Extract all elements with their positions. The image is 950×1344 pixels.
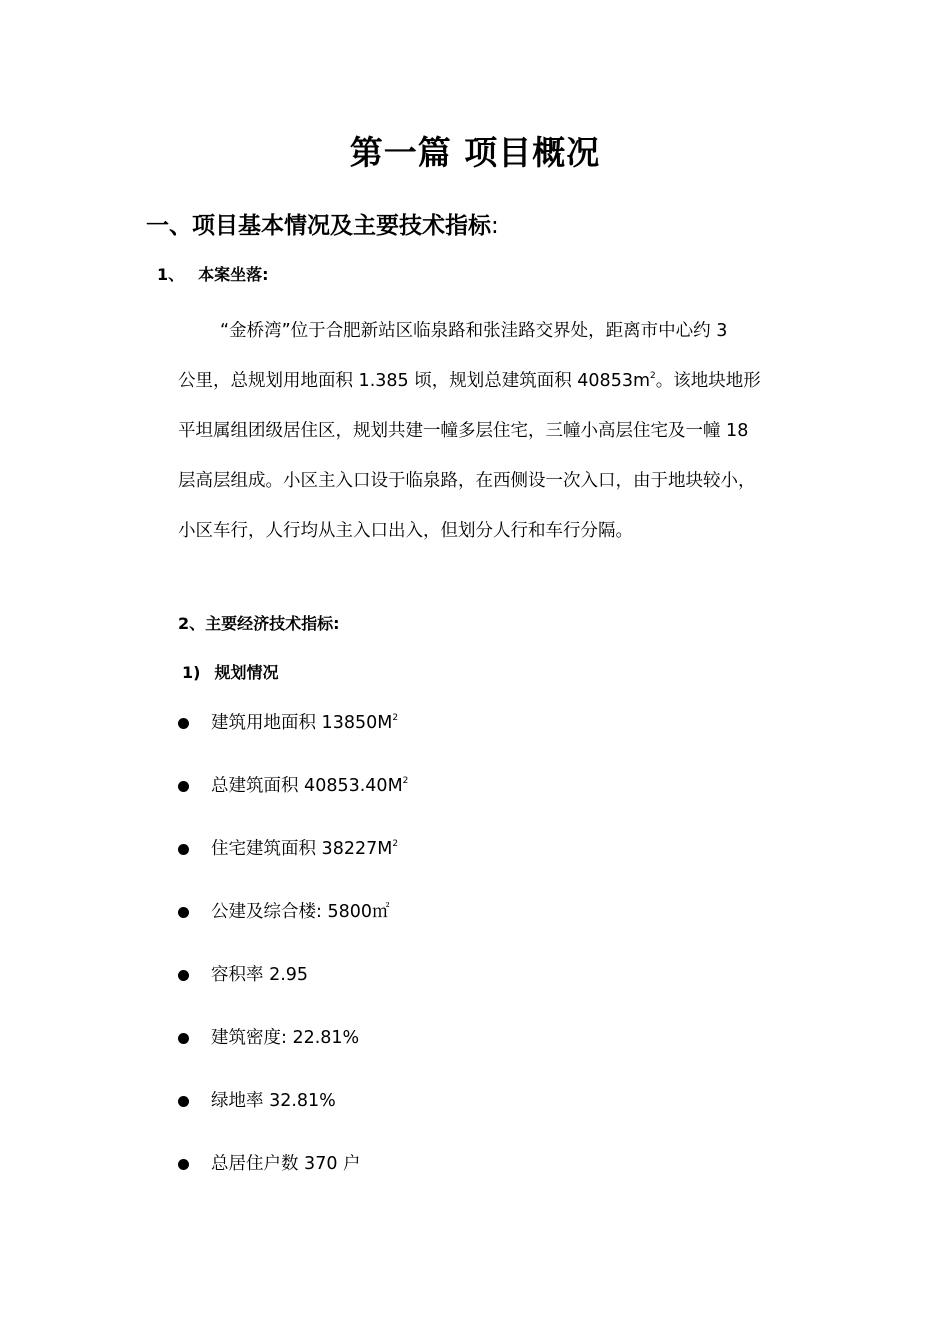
list-item xyxy=(178,958,408,1021)
list-item-text xyxy=(211,706,398,740)
page-title: 第一篇 项目概况 xyxy=(349,133,601,172)
bullet-icon xyxy=(178,907,189,918)
bullet-icon xyxy=(178,844,189,855)
list-item xyxy=(178,1021,408,1084)
list-item-text xyxy=(211,832,398,866)
item-text: 绿地率 32.81% xyxy=(211,1091,336,1111)
bullet-icon xyxy=(178,781,189,792)
bullet-icon xyxy=(178,1096,189,1107)
item-text: 住宅建筑面积 38227M xyxy=(211,839,393,859)
indicators-heading: 2、主要经济技术指标: xyxy=(178,614,340,633)
list-item xyxy=(178,769,408,832)
planning-number: 1) xyxy=(182,663,201,682)
bullet-icon xyxy=(178,1033,189,1044)
list-item xyxy=(178,1084,408,1147)
superscript: 2 xyxy=(392,839,399,849)
paragraph-line-tail: 。该地块地形 xyxy=(655,371,761,391)
section-heading xyxy=(146,206,499,246)
bullet-icon xyxy=(178,718,189,729)
item-text: 总建筑面积 40853.40M xyxy=(211,776,403,796)
planning-heading xyxy=(182,659,278,687)
superscript: 2 xyxy=(650,371,656,381)
section-heading-colon: : xyxy=(491,213,499,239)
paragraph-line: 小区车行，人行均从主入口出入，但划分人行和车行分隔。 xyxy=(178,521,633,541)
location-paragraph xyxy=(178,306,828,556)
bullet-icon xyxy=(178,970,189,981)
item-text: 建筑用地面积 13850M xyxy=(211,713,393,733)
list-item-text xyxy=(211,1021,359,1055)
list-item-text xyxy=(211,769,408,803)
list-item xyxy=(178,706,408,769)
list-item-text xyxy=(211,958,308,992)
list-item-text xyxy=(211,1084,336,1118)
location-heading xyxy=(157,261,269,289)
list-item-text xyxy=(211,1147,361,1181)
bullet-icon xyxy=(178,1159,189,1170)
superscript: 2 xyxy=(402,776,409,786)
list-item-text xyxy=(211,895,390,929)
item-text: 建筑密度: 22.81% xyxy=(211,1028,360,1048)
superscript: 2 xyxy=(392,713,399,723)
item-text: 总居住户数 370 户 xyxy=(211,1154,361,1174)
planning-label: 规划情况 xyxy=(214,663,279,682)
paragraph-line xyxy=(178,356,828,406)
list-item xyxy=(178,832,408,895)
item-text: 容积率 2.95 xyxy=(211,965,309,985)
paragraph-line-text: 公里，总规划用地面积 1.385 顷，规划总建筑面积 40853m xyxy=(178,371,651,391)
list-item xyxy=(178,1147,408,1210)
indicator-list xyxy=(178,706,408,1210)
item-text: 公建及综合楼: 5800㎡ xyxy=(211,902,390,922)
paragraph-line: 平坦属组团级居住区，规划共建一幢多层住宅，三幢小高层住宅及一幢 18 xyxy=(178,421,749,441)
section-heading-text: 一、项目基本情况及主要技术指标 xyxy=(146,213,491,239)
location-label: 本案坐落: xyxy=(198,265,269,284)
paragraph-line: “金桥湾”位于合肥新站区临泉路和张洼路交界处，距离市中心约 3 xyxy=(220,321,728,341)
location-number: 1、 xyxy=(157,265,185,284)
list-item xyxy=(178,895,408,958)
paragraph-line: 层高层组成。小区主入口设于临泉路，在西侧设一次入口，由于地块较小， xyxy=(178,471,756,491)
